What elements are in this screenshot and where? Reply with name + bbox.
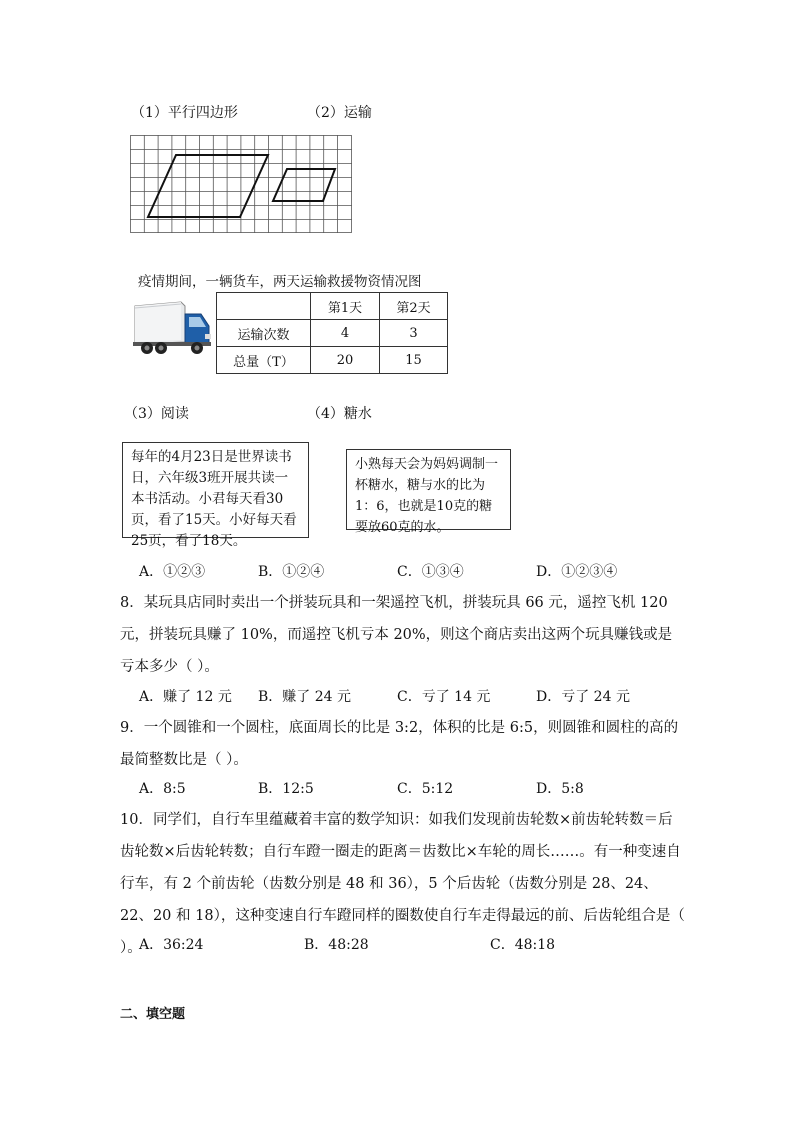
figure-label-parallelogram: （1）平行四边形 — [131, 105, 238, 121]
transport-table — [216, 292, 448, 374]
table-row — [217, 347, 448, 374]
figure-label-transport: （2）运输 — [307, 105, 372, 121]
q9-option-d[interactable]: D．5:8 — [536, 781, 584, 797]
q10-option-c[interactable]: C．48:18 — [490, 937, 556, 953]
table-cell: 4 — [311, 320, 380, 347]
q9-option-a[interactable]: A．8:5 — [139, 781, 186, 797]
q7-option-c[interactable]: C．①③④ — [397, 564, 464, 580]
q9-option-b[interactable]: B．12:5 — [258, 781, 314, 797]
large-parallelogram — [148, 155, 268, 217]
q8-stem: 8．某玩具店同时卖出一个拼装玩具和一架遥控飞机，拼装玩具 66 元，遥控飞机 120 元，拼装玩具赚了 10%，而遥控飞机亏本 20%，则这个商店卖出这两个玩具赚钱或是亏本多少（ ）。 — [120, 595, 673, 675]
q8-option-b[interactable]: B．赚了 24 元 — [258, 689, 352, 705]
table-cell: 20 — [311, 347, 380, 374]
table-header-row — [217, 293, 448, 320]
table-cell: 总量（T） — [217, 347, 311, 374]
truck-icon — [131, 300, 213, 356]
table-cell: 第1天 — [311, 293, 380, 320]
q7-option-d[interactable]: D．①②③④ — [536, 564, 618, 580]
q8-option-c[interactable]: C．亏了 14 元 — [397, 689, 491, 705]
parallelogram-grid — [130, 135, 352, 233]
table-cell: 第2天 — [380, 293, 448, 320]
q8-option-d[interactable]: D．亏了 24 元 — [536, 689, 630, 705]
figure-label-sugar-water: （4）糖水 — [307, 406, 372, 422]
q10-stem: 10．同学们，自行车里蕴藏着丰富的数学知识：如我们发现前齿轮数×前齿轮转数＝后齿轮数×后齿轮转数；自行车蹬一圈走的距离＝齿数比×车轮的周长……。有一种变速自行车，有 2 个前齿轮（齿数分别是 48 和 36），5 个后齿轮（齿数分别是 28、24、22、20 和 18），这种变速自行车蹬同样的圈数使自行车走得最远的前、后齿轮组合是（ ）。 — [120, 812, 685, 956]
table-cell: 3 — [380, 320, 448, 347]
table-cell: 运输次数 — [217, 320, 311, 347]
q7-option-b[interactable]: B．①②④ — [258, 564, 325, 580]
table-cell: 15 — [380, 347, 448, 374]
section-title: 二、填空题 — [120, 1007, 186, 1022]
sugar-water-textbox: 小熟每天会为妈妈调制一杯糖水，糖与水的比为1：6，也就是10克的糖要放60克的水。 — [346, 449, 511, 530]
transport-caption: 疫情期间，一辆货车，两天运输救援物资情况图 — [138, 274, 422, 290]
q9-stem: 9．一个圆锥和一个圆柱，底面周长的比是 3:2，体积的比是 6:5，则圆锥和圆柱的高的最简整数比是（ ）。 — [120, 720, 679, 768]
q10-option-a[interactable]: A．36:24 — [139, 937, 204, 953]
table-cell — [217, 293, 311, 320]
q10-option-b[interactable]: B．48:28 — [304, 937, 369, 953]
q8-option-a[interactable]: A．赚了 12 元 — [139, 689, 232, 705]
table-row — [217, 320, 448, 347]
q9-option-c[interactable]: C．5:12 — [397, 781, 454, 797]
q7-option-a[interactable]: A．①②③ — [139, 564, 206, 580]
reading-textbox: 每年的4月23日是世界读书日，六年级3班开展共读一本书活动。小君每天看30页，看了15天。小好每天看25页，看了18天。 — [122, 442, 309, 538]
figure-label-reading: （3）阅读 — [124, 406, 189, 422]
